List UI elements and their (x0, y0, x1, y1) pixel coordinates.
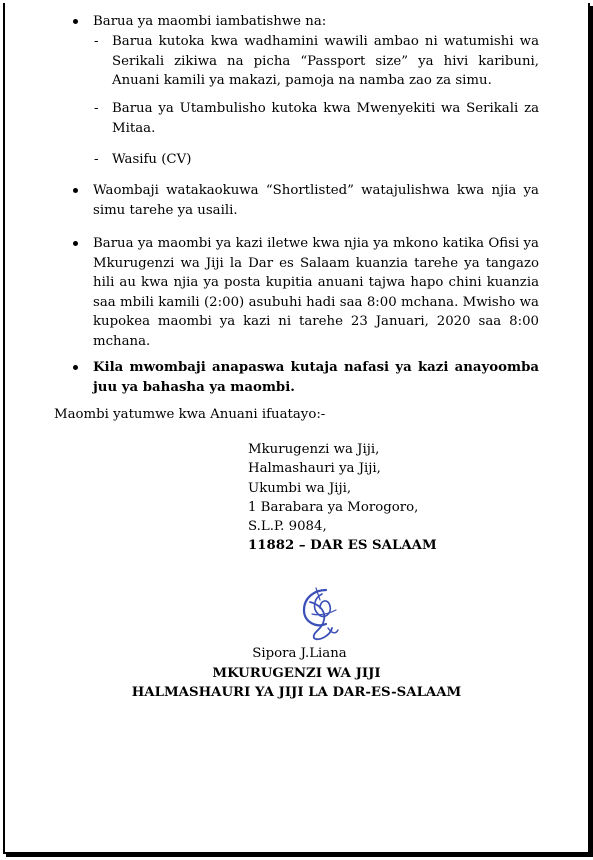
bullet-mention-position-text: Kila mwombaji anapaswa kutaja nafasi ya kazi anayoomba juu ya bahasha ya maombi. (93, 360, 539, 395)
bullet-dot (73, 188, 78, 193)
bullet-shortlisted (93, 181, 539, 220)
address-line: Ukumbi wa Jiji, (248, 480, 352, 496)
signatory-title: MKURUGENZI WA JIJI (212, 665, 381, 681)
bullet-dot (73, 365, 78, 370)
dash-marker: - (94, 152, 99, 167)
sub-item-cv-text: Wasifu (CV) (112, 152, 192, 167)
bullet-dot (73, 19, 78, 24)
handwritten-signature (292, 584, 348, 642)
address-line: Halmashauri ya Jiji, (248, 461, 381, 477)
address-line: S.L.P. 9084, (248, 519, 327, 535)
signatory-organization: HALMASHAURI YA JIJI LA DAR-ES-SALAAM (131, 685, 462, 700)
signatory-name: Sipora J.Liana (252, 646, 347, 661)
bullet-dot (73, 241, 78, 246)
address-intro: Maombi yatumwe kwa Anuani ifuatayo:- (54, 407, 326, 422)
address-line-postcode: 11882 – DAR ES SALAAM (248, 538, 437, 554)
sub-item-sponsors-text: Barua kutoka kwa wadhamini wawili ambao ni watumishi wa Serikali zikiwa na picha “Passport size” ya hivi karibuni, Anuani kamili ya makazi, pamoja na namba zao za simu. (112, 34, 539, 88)
mailing-address (248, 440, 437, 556)
signature-block (0, 644, 593, 703)
bullet-submission (93, 234, 539, 351)
address-line: 1 Barabara ya Morogoro, (248, 499, 419, 515)
bullet-shortlisted-text: Waombaji watakaokuwa “Shortlisted” watajulishwa kwa njia ya simu tarehe ya usaili. (93, 183, 539, 218)
sub-item-sponsors (94, 32, 539, 91)
sub-item-cv (94, 150, 539, 170)
bullet-mention-position (93, 358, 539, 397)
sub-item-introduction-letter (94, 99, 539, 138)
address-line: Mkurugenzi wa Jiji, (248, 442, 380, 457)
bullet-submission-text: Barua ya maombi ya kazi iletwe kwa njia ya mkono katika Ofisi ya Mkurugenzi wa Jiji la Dar es Salaam kuanzia tarehe ya tangazo hili au kwa njia ya posta kupitia anuani tajwa hapo chini kuanzia saa mbili kamili (2:00) asubuhi hadi saa 8:00 mchana. Mwisho wa kupokea maombi ya kazi ni tarehe 23 Januari, 2020 saa 8:00 mchana. (93, 236, 539, 349)
dash-marker: - (94, 101, 99, 116)
sub-item-introduction-letter-text: Barua ya Utambulisho kutoka kwa Mwenyekiti wa Serikali za Mitaa. (112, 101, 539, 136)
bullet-attachments-text: Barua ya maombi iambatishwe na: (93, 14, 327, 29)
bullet-attachments (93, 12, 539, 32)
dash-marker: - (94, 34, 99, 49)
